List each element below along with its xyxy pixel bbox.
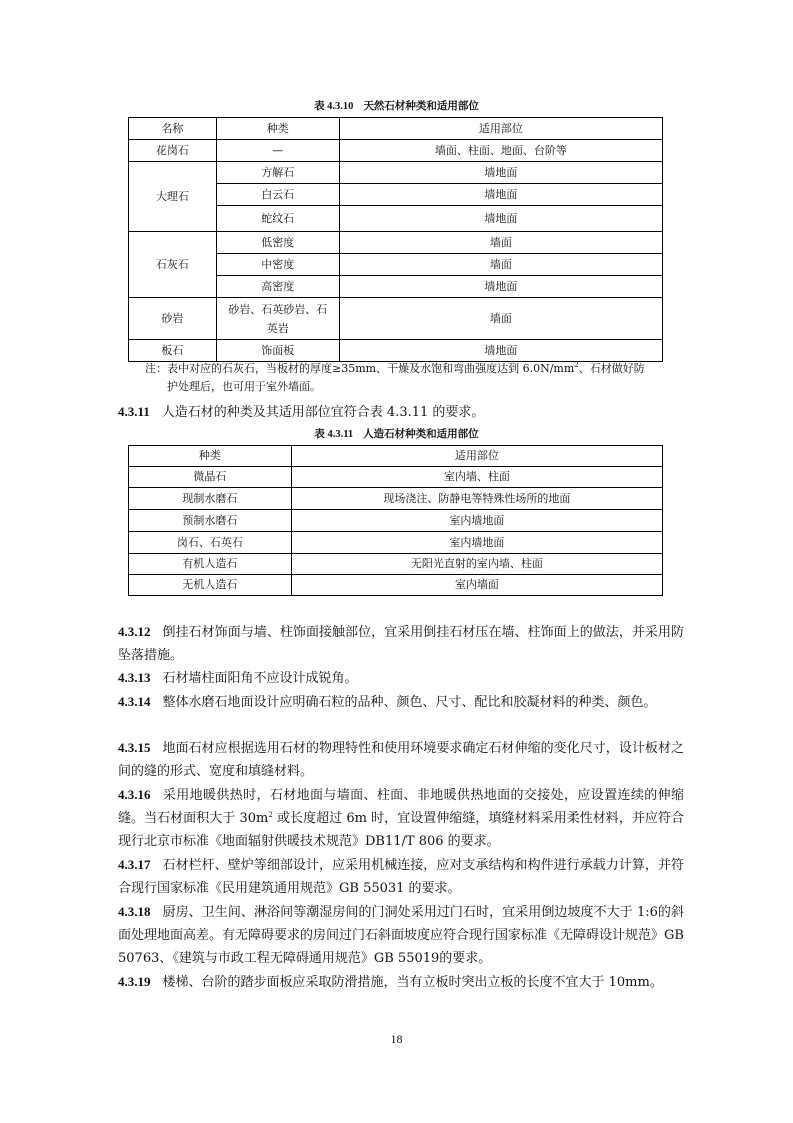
table-row [129, 232, 663, 254]
clause-number: 4.3.17 [118, 857, 151, 872]
stone-type-cell: 白云石 [216, 184, 339, 206]
clause-number: 4.3.11 [118, 404, 150, 419]
stone-name-cell: 石灰石 [129, 232, 217, 298]
stone-type-cell: 砂岩、石英砂岩、石英岩 [216, 298, 339, 340]
caption-number: 表 4.3.10 [314, 101, 354, 112]
table-4-3-11-caption [0, 426, 793, 441]
table-header-row [129, 118, 663, 140]
stone-type-cell: 现制水磨石 [129, 488, 292, 510]
table-row [129, 467, 663, 488]
stone-type-cell: 无机人造石 [129, 575, 292, 596]
stone-type-cell: 中密度 [216, 254, 339, 276]
clause-4-3-14 [118, 690, 684, 714]
stone-use-cell: 墙面 [339, 298, 662, 340]
table-row [129, 554, 663, 575]
stone-type-cell: 高密度 [216, 276, 339, 298]
note-line: 护处理后，也可用于室外墙面。 [167, 380, 321, 393]
header-cell: 适用部位 [339, 118, 662, 140]
table-row [129, 510, 663, 532]
clause-number: 4.3.12 [118, 624, 151, 639]
stone-use-cell: 室内墙地面 [291, 510, 662, 532]
table-row [129, 298, 663, 340]
stone-use-cell: 墙地面 [339, 162, 662, 184]
clause-number: 4.3.14 [118, 694, 151, 709]
caption-number: 表 4.3.11 [314, 429, 354, 440]
table-row [129, 140, 663, 162]
note-text: 、石材做好防 [578, 362, 645, 375]
stone-use-cell: 现场浇注、防静电等特殊性场所的地面 [291, 488, 662, 510]
stone-use-cell: 无阳光直射的室内墙、柱面 [291, 554, 662, 575]
stone-name-cell: 花岗石 [129, 140, 217, 162]
natural-stone-table [128, 117, 663, 362]
stone-type-cell: 饰面板 [216, 340, 339, 362]
stone-name-cell: 大理石 [129, 162, 217, 232]
table-row [129, 532, 663, 554]
clause-text: 楼梯、台阶的踏步面板应采取防滑措施，当有立板时突出立板的长度不宜大于 10mm。 [162, 975, 663, 990]
stone-use-cell: 室内墙面 [291, 575, 662, 596]
clause-4-3-12 [118, 620, 684, 667]
table-row [129, 162, 663, 184]
clause-number: 4.3.19 [118, 974, 151, 989]
stone-use-cell: 墙地面 [339, 340, 662, 362]
clause-text: 人造石材的种类及其适用部位宜符合表 4.3.11 的要求。 [161, 405, 485, 420]
stone-use-cell: 墙面 [339, 232, 662, 254]
clause-text: 石材栏杆、壁炉等细部设计，应采用机械连接，应对支承结构和构件进行承载力计算，并符合现行国家标准《民用建筑通用规范》GB 55031 的要求。 [118, 858, 684, 897]
header-cell: 种类 [129, 446, 292, 467]
stone-name-cell: 板石 [129, 340, 217, 362]
header-cell: 适用部位 [291, 446, 662, 467]
stone-type-cell: — [216, 140, 339, 162]
clause-text: 或长度超过 6m 时，宜设置伸缩缝，填缝材料采用柔性材料，并应符合现行北京市标准《地面辐射供暖技术规范》DB11/T 806 的要求。 [118, 811, 684, 850]
clause-number: 4.3.16 [118, 787, 151, 802]
stone-use-cell: 墙地面 [339, 206, 662, 232]
stone-type-cell: 岗石、石英石 [129, 532, 292, 554]
stone-type-cell: 蛇纹石 [216, 206, 339, 232]
clause-4-3-17 [118, 853, 684, 900]
clause-4-3-16 [118, 783, 684, 854]
table-row [129, 340, 663, 362]
table-row [129, 575, 663, 596]
clause-text: 厨房、卫生间、淋浴间等潮湿房间的门洞处采用过门石时，宜采用倒边坡度不大于 1:6的斜面处理地面高差。有无障碍要求的房间过门石斜面坡度应符合现行国家标准《无障碍设计规范》GB 50763、《建筑与市政工程无障碍通用规范》GB 55019的要求。 [118, 905, 684, 967]
stone-use-cell: 室内墙地面 [291, 532, 662, 554]
table-note [145, 360, 705, 396]
clause-4-3-19 [118, 970, 684, 994]
stone-use-cell: 墙地面 [339, 276, 662, 298]
clause-text: 倒挂石材饰面与墙、柱饰面接触部位，宜采用倒挂石材压在墙、柱饰面上的做法，并采用防坠落措施。 [118, 625, 684, 664]
stone-type-cell: 有机人造石 [129, 554, 292, 575]
table-row [129, 488, 663, 510]
stone-use-cell: 墙面、柱面、地面、台阶等 [339, 140, 662, 162]
clause-text: 石材墙柱面阳角不应设计成锐角。 [162, 671, 358, 686]
header-cell: 名称 [129, 118, 217, 140]
stone-type-cell: 低密度 [216, 232, 339, 254]
stone-use-cell: 墙面 [339, 254, 662, 276]
stone-name-cell: 砂岩 [129, 298, 217, 340]
clause-number: 4.3.18 [118, 904, 151, 919]
stone-use-cell: 墙地面 [339, 184, 662, 206]
clause-number: 4.3.15 [118, 740, 151, 755]
clause-superscript: 2 [268, 811, 273, 820]
artificial-stone-table [128, 445, 663, 596]
clause-text: 采用地暖供热时，石材地面与墙面、柱面、非地暖供热地面的交接处，应设置连续的伸缩缝。当石材面积大于 30m [118, 788, 684, 827]
note-superscript: 2 [574, 361, 579, 369]
table-header-row [129, 446, 663, 467]
note-text: 注：表中对应的石灰石，当板材的厚度≥35mm、干燥及水饱和弯曲强度达到 6.0N/mm [145, 362, 575, 375]
clause-4-3-15 [118, 736, 684, 783]
clause-4-3-18 [118, 900, 684, 971]
table-4-3-10-caption [0, 98, 793, 113]
clause-4-3-11 [118, 400, 684, 424]
clause-4-3-13 [118, 666, 684, 690]
header-cell: 种类 [216, 118, 339, 140]
stone-use-cell: 室内墙、柱面 [291, 467, 662, 488]
stone-type-cell: 预制水磨石 [129, 510, 292, 532]
caption-title: 天然石材种类和适用部位 [363, 100, 479, 112]
note-line [145, 360, 705, 378]
stone-type-cell: 方解石 [216, 162, 339, 184]
caption-title: 人造石材种类和适用部位 [363, 428, 479, 440]
page-number: 18 [390, 1032, 403, 1046]
clause-text: 整体水磨石地面设计应明确石粒的品种、颜色、尺寸、配比和胶凝材料的种类、颜色。 [162, 695, 657, 710]
stone-type-cell: 微晶石 [129, 467, 292, 488]
clause-number: 4.3.13 [118, 670, 151, 685]
clause-text: 地面石材应根据选用石材的物理特性和使用环境要求确定石材伸缩的变化尺寸，设计板材之间的缝的形式、宽度和填缝材料。 [118, 741, 684, 780]
